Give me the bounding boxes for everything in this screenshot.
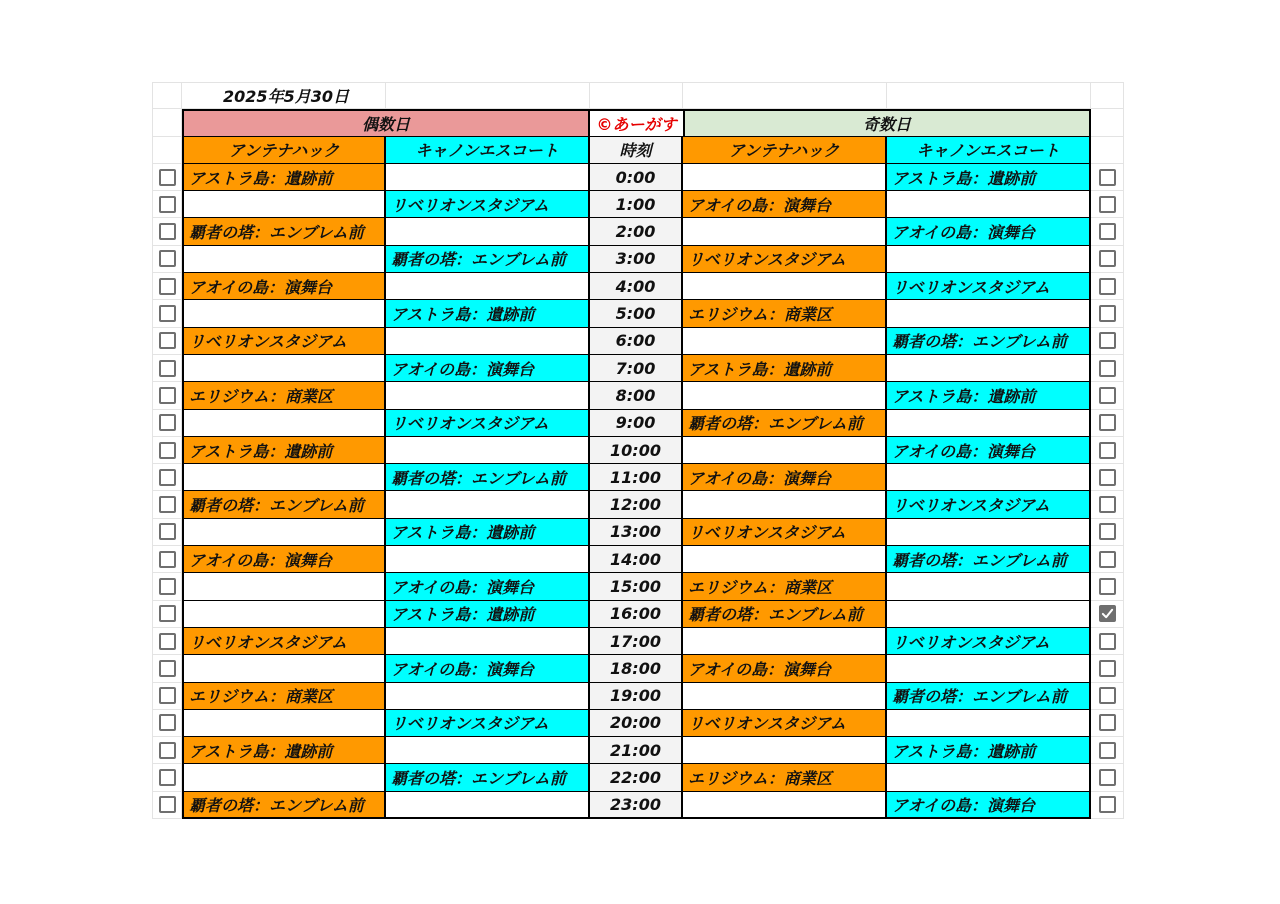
schedule-sheet [152,82,1124,819]
sheet-cell [152,82,182,109]
even-antenna-cell: アオイの島：演舞台 [182,273,386,300]
time-cell: 6:00 [590,328,683,355]
left-checkbox-cell [152,464,182,491]
sheet-cell [1091,109,1124,136]
time-cell: 17:00 [590,628,683,655]
row-checkbox-left[interactable] [159,360,176,377]
time-cell: 19:00 [590,683,683,710]
odd-antenna-cell [683,273,887,300]
odd-cannon-cell [887,710,1091,737]
odd-cannon-cell [887,191,1091,218]
right-checkbox-cell [1091,300,1124,327]
even-day-header: 偶数日 [182,109,590,136]
even-antenna-cell [182,601,386,628]
time-cell: 23:00 [590,792,683,819]
left-checkbox-cell [152,437,182,464]
left-checkbox-cell [152,355,182,382]
right-checkbox-cell [1091,464,1124,491]
even-antenna-cell: エリジウム：商業区 [182,382,386,409]
odd-cannon-header: キャノンエスコート [887,137,1091,164]
even-cannon-cell: リベリオンスタジアム [386,710,590,737]
time-cell: 4:00 [590,273,683,300]
right-checkbox-cell [1091,164,1124,191]
odd-antenna-cell: アオイの島：演舞台 [683,464,887,491]
row-checkbox-left[interactable] [159,633,176,650]
row-checkbox-left[interactable] [159,414,176,431]
even-antenna-cell [182,464,386,491]
odd-antenna-cell [683,382,887,409]
odd-antenna-cell: リベリオンスタジアム [683,519,887,546]
credit-label: ©あーがす [590,109,683,136]
odd-cannon-cell: アオイの島：演舞台 [887,437,1091,464]
row-checkbox-right[interactable] [1099,551,1116,568]
row-checkbox-right[interactable] [1099,360,1116,377]
right-checkbox-cell [1091,491,1124,518]
odd-cannon-cell: 覇者の塔：エンブレム前 [887,683,1091,710]
right-checkbox-cell [1091,683,1124,710]
time-cell: 22:00 [590,764,683,791]
even-antenna-cell: アストラ島：遺跡前 [182,737,386,764]
odd-cannon-cell: リベリオンスタジアム [887,628,1091,655]
even-cannon-cell: アオイの島：演舞台 [386,573,590,600]
right-checkbox-cell [1091,519,1124,546]
right-checkbox-cell [1091,273,1124,300]
even-cannon-cell: アストラ島：遺跡前 [386,601,590,628]
row-checkbox-left[interactable] [159,551,176,568]
time-cell: 15:00 [590,573,683,600]
time-cell: 21:00 [590,737,683,764]
even-cannon-cell [386,737,590,764]
even-antenna-cell [182,573,386,600]
even-antenna-cell: アストラ島：遺跡前 [182,164,386,191]
odd-antenna-header: アンテナハック [683,137,887,164]
left-checkbox-cell [152,410,182,437]
left-checkbox-cell [152,764,182,791]
row-checkbox-left[interactable] [159,305,176,322]
right-checkbox-cell [1091,792,1124,819]
right-checkbox-cell [1091,191,1124,218]
odd-antenna-cell: 覇者の塔：エンブレム前 [683,601,887,628]
left-checkbox-cell [152,164,182,191]
row-checkbox-right[interactable] [1099,714,1116,731]
left-checkbox-cell [152,246,182,273]
row-checkbox-right[interactable] [1099,769,1116,786]
row-checkbox-left[interactable] [159,196,176,213]
time-cell: 7:00 [590,355,683,382]
left-checkbox-cell [152,792,182,819]
odd-antenna-cell: アストラ島：遺跡前 [683,355,887,382]
sheet-cell [887,82,1091,109]
sheet-cell [152,137,182,164]
right-checkbox-cell [1091,218,1124,245]
time-cell: 9:00 [590,410,683,437]
even-cannon-cell [386,218,590,245]
even-antenna-cell: アストラ島：遺跡前 [182,437,386,464]
even-cannon-cell: アオイの島：演舞台 [386,355,590,382]
time-cell: 0:00 [590,164,683,191]
sheet-cell [1091,137,1124,164]
even-cannon-cell [386,683,590,710]
odd-antenna-cell: エリジウム：商業区 [683,764,887,791]
right-checkbox-cell [1091,601,1124,628]
time-cell: 2:00 [590,218,683,245]
left-checkbox-cell [152,328,182,355]
right-checkbox-cell [1091,246,1124,273]
row-checkbox-left[interactable] [159,605,176,622]
right-checkbox-cell [1091,573,1124,600]
row-checkbox-right[interactable] [1099,250,1116,267]
odd-antenna-cell [683,737,887,764]
row-checkbox-left[interactable] [159,742,176,759]
row-checkbox-left[interactable] [159,387,176,404]
odd-cannon-cell: アストラ島：遺跡前 [887,164,1091,191]
row-checkbox-right[interactable] [1099,196,1116,213]
time-cell: 18:00 [590,655,683,682]
time-cell: 16:00 [590,601,683,628]
time-cell: 3:00 [590,246,683,273]
odd-antenna-cell [683,628,887,655]
row-checkbox-right[interactable] [1099,578,1116,595]
right-checkbox-cell [1091,328,1124,355]
even-cannon-cell [386,164,590,191]
even-cannon-cell [386,382,590,409]
odd-cannon-cell: 覇者の塔：エンブレム前 [887,546,1091,573]
odd-antenna-cell: リベリオンスタジアム [683,246,887,273]
left-checkbox-cell [152,218,182,245]
time-cell: 1:00 [590,191,683,218]
odd-antenna-cell [683,792,887,819]
odd-antenna-cell: アオイの島：演舞台 [683,655,887,682]
odd-cannon-cell: アオイの島：演舞台 [887,792,1091,819]
even-antenna-cell: エリジウム：商業区 [182,683,386,710]
row-checkbox-right[interactable] [1099,169,1116,186]
right-checkbox-cell [1091,410,1124,437]
sheet-cell [1091,82,1124,109]
even-cannon-cell: アストラ島：遺跡前 [386,519,590,546]
even-cannon-cell: 覇者の塔：エンブレム前 [386,464,590,491]
even-antenna-header: アンテナハック [182,137,386,164]
odd-cannon-cell: リベリオンスタジアム [887,491,1091,518]
row-checkbox-left[interactable] [159,523,176,540]
even-antenna-cell [182,246,386,273]
odd-antenna-cell: エリジウム：商業区 [683,300,887,327]
right-checkbox-cell [1091,382,1124,409]
left-checkbox-cell [152,683,182,710]
left-checkbox-cell [152,546,182,573]
even-antenna-cell [182,764,386,791]
row-checkbox-right[interactable] [1099,523,1116,540]
time-header: 時刻 [590,137,683,164]
row-checkbox-right[interactable] [1099,742,1116,759]
left-checkbox-cell [152,300,182,327]
odd-cannon-cell [887,764,1091,791]
odd-antenna-cell [683,328,887,355]
odd-cannon-cell [887,464,1091,491]
time-cell: 20:00 [590,710,683,737]
even-cannon-cell [386,328,590,355]
even-antenna-cell [182,410,386,437]
odd-cannon-cell [887,601,1091,628]
even-cannon-cell: アストラ島：遺跡前 [386,300,590,327]
row-checkbox-left[interactable] [159,578,176,595]
odd-cannon-cell: リベリオンスタジアム [887,273,1091,300]
left-checkbox-cell [152,601,182,628]
even-cannon-cell [386,792,590,819]
left-checkbox-cell [152,737,182,764]
even-antenna-cell: 覇者の塔：エンブレム前 [182,491,386,518]
row-checkbox-right[interactable] [1099,496,1116,513]
sheet-cell [683,82,887,109]
row-checkbox-left[interactable] [159,250,176,267]
right-checkbox-cell [1091,655,1124,682]
row-checkbox-right[interactable] [1099,442,1116,459]
row-checkbox-right[interactable] [1099,278,1116,295]
even-cannon-cell [386,628,590,655]
right-checkbox-cell [1091,355,1124,382]
even-antenna-cell: 覇者の塔：エンブレム前 [182,792,386,819]
even-cannon-cell: アオイの島：演舞台 [386,655,590,682]
row-checkbox-right[interactable] [1099,633,1116,650]
odd-cannon-cell [887,410,1091,437]
odd-antenna-cell [683,683,887,710]
even-cannon-cell [386,437,590,464]
even-antenna-cell [182,355,386,382]
even-cannon-cell: リベリオンスタジアム [386,191,590,218]
row-checkbox-left[interactable] [159,278,176,295]
left-checkbox-cell [152,519,182,546]
row-checkbox-left[interactable] [159,469,176,486]
row-checkbox-right[interactable] [1099,605,1116,622]
row-checkbox-right[interactable] [1099,796,1116,813]
row-checkbox-left[interactable] [159,223,176,240]
right-checkbox-cell [1091,710,1124,737]
even-cannon-cell [386,546,590,573]
even-cannon-cell: 覇者の塔：エンブレム前 [386,246,590,273]
left-checkbox-cell [152,273,182,300]
even-antenna-cell [182,710,386,737]
even-antenna-cell [182,191,386,218]
even-antenna-cell: アオイの島：演舞台 [182,546,386,573]
even-antenna-cell [182,519,386,546]
odd-antenna-cell [683,437,887,464]
odd-antenna-cell: 覇者の塔：エンブレム前 [683,410,887,437]
row-checkbox-right[interactable] [1099,332,1116,349]
row-checkbox-left[interactable] [159,714,176,731]
odd-antenna-cell [683,546,887,573]
row-checkbox-right[interactable] [1099,660,1116,677]
even-antenna-cell: 覇者の塔：エンブレム前 [182,218,386,245]
row-checkbox-left[interactable] [159,687,176,704]
time-cell: 10:00 [590,437,683,464]
right-checkbox-cell [1091,437,1124,464]
time-cell: 8:00 [590,382,683,409]
sheet-cell [386,82,590,109]
time-cell: 11:00 [590,464,683,491]
odd-cannon-cell [887,300,1091,327]
even-cannon-cell: 覇者の塔：エンブレム前 [386,764,590,791]
row-checkbox-right[interactable] [1099,414,1116,431]
left-checkbox-cell [152,573,182,600]
odd-cannon-cell [887,573,1091,600]
odd-cannon-cell: アストラ島：遺跡前 [887,382,1091,409]
odd-antenna-cell: リベリオンスタジアム [683,710,887,737]
row-checkbox-left[interactable] [159,442,176,459]
row-checkbox-right[interactable] [1099,687,1116,704]
odd-cannon-cell [887,655,1091,682]
left-checkbox-cell [152,628,182,655]
row-checkbox-left[interactable] [159,169,176,186]
odd-cannon-cell: アオイの島：演舞台 [887,218,1091,245]
odd-antenna-cell [683,491,887,518]
row-checkbox-left[interactable] [159,796,176,813]
even-antenna-cell [182,655,386,682]
odd-antenna-cell [683,218,887,245]
odd-cannon-cell: 覇者の塔：エンブレム前 [887,328,1091,355]
row-checkbox-right[interactable] [1099,469,1116,486]
odd-antenna-cell: アオイの島：演舞台 [683,191,887,218]
sheet-cell [590,82,683,109]
odd-cannon-cell [887,519,1091,546]
odd-cannon-cell: アストラ島：遺跡前 [887,737,1091,764]
left-checkbox-cell [152,382,182,409]
row-checkbox-right[interactable] [1099,223,1116,240]
even-cannon-cell [386,273,590,300]
row-checkbox-left[interactable] [159,660,176,677]
even-cannon-header: キャノンエスコート [386,137,590,164]
right-checkbox-cell [1091,628,1124,655]
date-label: 2025年5月30日 [182,82,386,109]
left-checkbox-cell [152,710,182,737]
right-checkbox-cell [1091,764,1124,791]
time-cell: 14:00 [590,546,683,573]
odd-cannon-cell [887,246,1091,273]
time-cell: 12:00 [590,491,683,518]
left-checkbox-cell [152,655,182,682]
time-cell: 13:00 [590,519,683,546]
even-antenna-cell: リベリオンスタジアム [182,328,386,355]
odd-day-header: 奇数日 [683,109,1091,136]
odd-cannon-cell [887,355,1091,382]
odd-antenna-cell [683,164,887,191]
row-checkbox-right[interactable] [1099,305,1116,322]
left-checkbox-cell [152,191,182,218]
time-cell: 5:00 [590,300,683,327]
odd-antenna-cell: エリジウム：商業区 [683,573,887,600]
sheet-cell [152,109,182,136]
right-checkbox-cell [1091,737,1124,764]
even-cannon-cell: リベリオンスタジアム [386,410,590,437]
row-checkbox-left[interactable] [159,496,176,513]
even-cannon-cell [386,491,590,518]
row-checkbox-left[interactable] [159,332,176,349]
even-antenna-cell: リベリオンスタジアム [182,628,386,655]
row-checkbox-left[interactable] [159,769,176,786]
right-checkbox-cell [1091,546,1124,573]
row-checkbox-right[interactable] [1099,387,1116,404]
left-checkbox-cell [152,491,182,518]
even-antenna-cell [182,300,386,327]
